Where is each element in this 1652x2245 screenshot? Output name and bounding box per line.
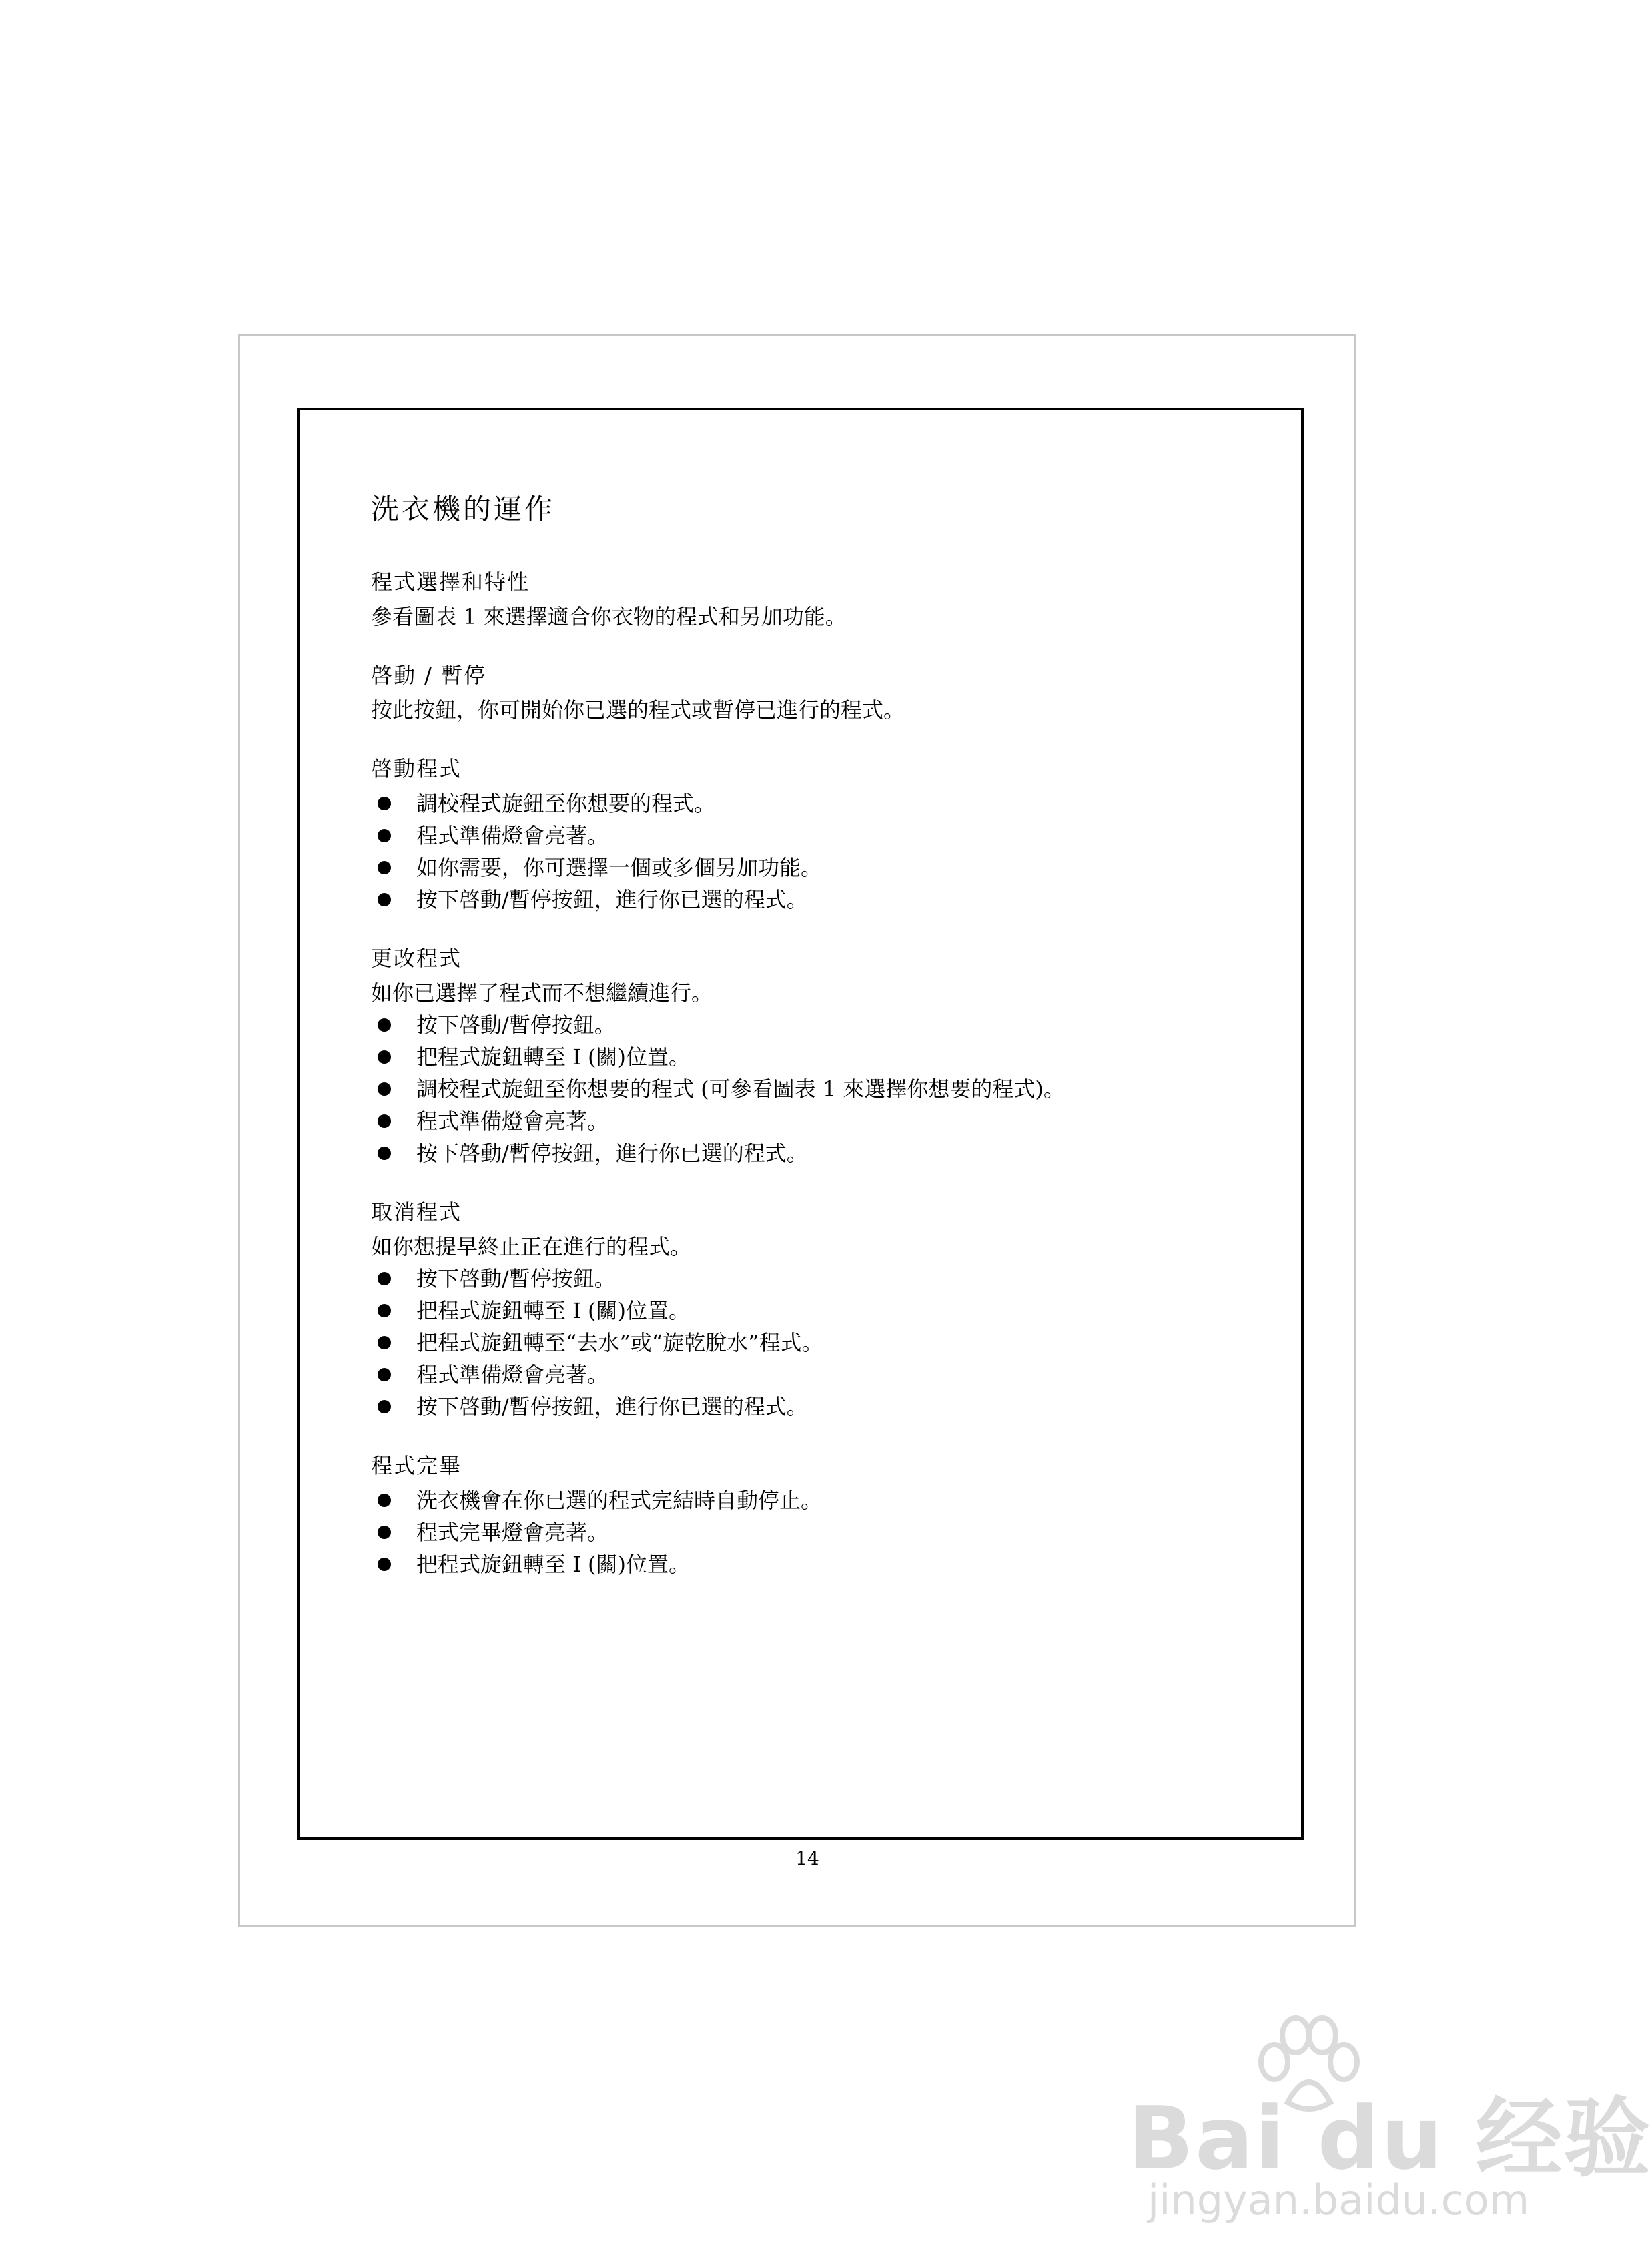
list-item <box>371 820 1258 852</box>
list-item-text: 如你需要，你可選擇一個或多個另加功能。 <box>416 855 823 880</box>
list-item <box>371 1516 1258 1548</box>
section-heading: 程式選擇和特性 <box>371 569 530 595</box>
bullet-list <box>371 1009 1258 1169</box>
section <box>371 659 1258 726</box>
bullet-dot-icon <box>378 1558 391 1571</box>
list-item <box>371 1327 1258 1359</box>
section-heading: 啓動程式 <box>371 756 462 781</box>
list-item-text: 把程式旋鈕轉至 I (關)位置。 <box>416 1044 690 1070</box>
bullet-dot-icon <box>378 1494 391 1507</box>
section <box>371 1196 1258 1423</box>
list-item-text: 把程式旋鈕轉至“去水”或“旋乾脫水”程式。 <box>416 1330 823 1355</box>
list-item-text: 按下啓動/暫停按鈕。 <box>416 1012 616 1038</box>
watermark-url: jingyan.baidu.com <box>1148 2176 1530 2224</box>
page-title: 洗衣機的運作 <box>371 493 556 525</box>
list-item-text: 把程式旋鈕轉至 I (關)位置。 <box>416 1298 690 1323</box>
list-item <box>371 1263 1258 1295</box>
list-item-text: 程式完畢燈會亮著。 <box>416 1520 609 1545</box>
section-text: 參看圖表 1 來選擇適合你衣物的程式和另加功能。 <box>371 604 847 629</box>
list-item-text: 按下啓動/暫停按鈕，進行你已選的程式。 <box>416 1141 808 1166</box>
bullet-dot-icon <box>378 1526 391 1539</box>
bullet-dot-icon <box>378 1304 391 1317</box>
section <box>371 1450 1258 1580</box>
watermark-brand: Bai du 经验 <box>1128 2088 1652 2189</box>
list-item <box>371 1391 1258 1423</box>
list-item-text: 按下啓動/暫停按鈕，進行你已選的程式。 <box>416 1394 808 1419</box>
bullet-dot-icon <box>378 1114 391 1128</box>
list-item-text: 調校程式旋鈕至你想要的程式。 <box>416 791 716 816</box>
list-item <box>371 884 1258 916</box>
bullet-dot-icon <box>378 1368 391 1381</box>
bullet-list <box>371 1263 1258 1423</box>
bullet-dot-icon <box>378 1018 391 1032</box>
list-item <box>371 1105 1258 1137</box>
list-item <box>371 1484 1258 1516</box>
bullet-dot-icon <box>378 893 391 906</box>
bullet-dot-icon <box>378 861 391 874</box>
list-item <box>371 1295 1258 1327</box>
section <box>371 942 1258 1169</box>
list-item <box>371 1009 1258 1041</box>
section-text: 如你已選擇了程式而不想繼續進行。 <box>371 980 713 1006</box>
list-item <box>371 1073 1258 1105</box>
page-number: 14 <box>795 1847 819 1869</box>
list-item-text: 調校程式旋鈕至你想要的程式 (可參看圖表 1 來選擇你想要的程式)。 <box>416 1076 1065 1102</box>
list-item <box>371 787 1258 820</box>
list-item <box>371 1359 1258 1391</box>
list-item-text: 程式準備燈會亮著。 <box>416 1362 609 1387</box>
list-item <box>371 1041 1258 1073</box>
document-content <box>371 487 1258 1607</box>
list-item <box>371 1137 1258 1169</box>
list-item <box>371 1548 1258 1580</box>
list-item-text: 洗衣機會在你已選的程式完結時自動停止。 <box>416 1488 823 1513</box>
list-item-text: 把程式旋鈕轉至 I (關)位置。 <box>416 1552 690 1577</box>
bullet-dot-icon <box>378 1147 391 1160</box>
list-item-text: 程式準備燈會亮著。 <box>416 1108 609 1134</box>
bullet-dot-icon <box>378 797 391 810</box>
bullet-dot-icon <box>378 1272 391 1285</box>
baidu-watermark <box>1128 2015 1652 2229</box>
list-item <box>371 852 1258 884</box>
bullet-dot-icon <box>378 829 391 842</box>
section-heading: 程式完畢 <box>371 1453 462 1478</box>
list-item-text: 按下啓動/暫停按鈕，進行你已選的程式。 <box>416 887 808 912</box>
section-heading: 啓動 / 暫停 <box>371 663 487 688</box>
section-heading: 取消程式 <box>371 1199 462 1225</box>
bullet-dot-icon <box>378 1082 391 1096</box>
section-text: 如你想提早終止正在進行的程式。 <box>371 1234 692 1259</box>
list-item-text: 程式準備燈會亮著。 <box>416 823 609 848</box>
bullet-list <box>371 1484 1258 1580</box>
section-text: 按此按鈕，你可開始你已選的程式或暫停已進行的程式。 <box>371 697 905 723</box>
list-item-text: 按下啓動/暫停按鈕。 <box>416 1266 616 1291</box>
section <box>371 566 1258 633</box>
section <box>371 753 1258 916</box>
bullet-dot-icon <box>378 1400 391 1413</box>
sections-container <box>371 566 1258 1580</box>
section-heading: 更改程式 <box>371 946 462 971</box>
bullet-dot-icon <box>378 1050 391 1064</box>
bullet-dot-icon <box>378 1336 391 1349</box>
bullet-list <box>371 787 1258 916</box>
